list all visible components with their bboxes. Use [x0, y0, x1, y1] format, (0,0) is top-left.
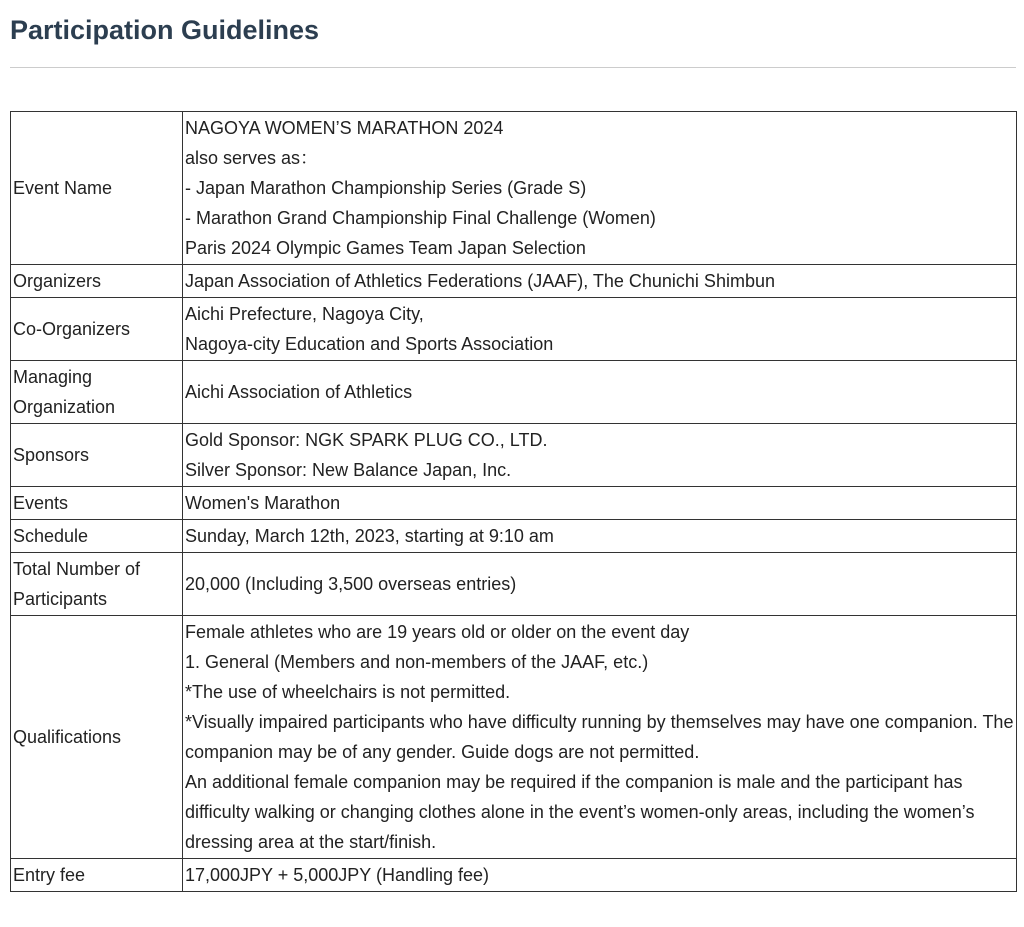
qualification-line: *Visually impaired participants who have difficulty running by themselves may have one companion. The companion may be of any gender. Guide dogs are not permitted.	[185, 712, 1014, 762]
row-value-qualifications	[183, 616, 1017, 859]
table-row-managing-organization	[11, 361, 1017, 424]
table-row-sponsors	[11, 424, 1017, 487]
guidelines-table	[10, 111, 1017, 892]
organizers-line: Japan Association of Athletics Federations (JAAF), The Chunichi Shimbun	[185, 271, 775, 291]
total-participants-line: 20,000 (Including 3,500 overseas entries)	[185, 574, 517, 594]
row-value-total-participants	[183, 553, 1017, 616]
row-label-organizers: Organizers	[11, 265, 183, 298]
row-label-sponsors: Sponsors	[11, 424, 183, 487]
row-value-event-name	[183, 112, 1017, 265]
page-title: Participation Guidelines	[10, 15, 320, 45]
row-value-entry-fee	[183, 859, 1017, 892]
row-label-entry-fee: Entry fee	[11, 859, 183, 892]
qualification-line: Female athletes who are 19 years old or older on the event day	[185, 622, 690, 642]
row-value-organizers	[183, 265, 1017, 298]
table-row-events	[11, 487, 1017, 520]
row-label-managing-organization: Managing Organization	[11, 361, 183, 424]
row-label-schedule: Schedule	[11, 520, 183, 553]
row-label-qualifications: Qualifications	[11, 616, 183, 859]
table-row-co-organizers	[11, 298, 1017, 361]
row-label-events: Events	[11, 487, 183, 520]
qualification-line: An additional female companion may be required if the companion is male and the participant has difficulty walking or changing clothes alone in the event’s women-only areas, including the women’s dressing area at the start/finish.	[185, 772, 975, 852]
row-value-schedule	[183, 520, 1017, 553]
table-row-schedule	[11, 520, 1017, 553]
row-label-co-organizers: Co-Organizers	[11, 298, 183, 361]
table-row-total-participants	[11, 553, 1017, 616]
co-organizers-line: Nagoya-city Education and Sports Association	[185, 334, 554, 354]
qualification-line: 1. General (Members and non-members of the JAAF, etc.)	[185, 652, 649, 672]
table-row-event-name	[11, 112, 1017, 265]
event-name-line: Paris 2024 Olympic Games Team Japan Selection	[185, 238, 586, 258]
row-value-co-organizers	[183, 298, 1017, 361]
row-value-managing-organization	[183, 361, 1017, 424]
events-line: Women's Marathon	[185, 493, 341, 513]
table-row-entry-fee	[11, 859, 1017, 892]
event-name-line: also serves as：	[185, 148, 319, 168]
row-label-event-name: Event Name	[11, 112, 183, 265]
table-row-organizers	[11, 265, 1017, 298]
co-organizers-line: Aichi Prefecture, Nagoya City,	[185, 304, 424, 324]
schedule-line: Sunday, March 12th, 2023, starting at 9:10 am	[185, 526, 554, 546]
qualification-line: *The use of wheelchairs is not permitted.	[185, 682, 511, 702]
event-name-line: - Marathon Grand Championship Final Challenge (Women)	[185, 208, 656, 228]
row-value-sponsors	[183, 424, 1017, 487]
title-divider	[10, 67, 1016, 68]
event-name-line: - Japan Marathon Championship Series (Grade S)	[185, 178, 587, 198]
event-name-line: NAGOYA WOMEN’S MARATHON 2024	[185, 118, 504, 138]
table-row-qualifications	[11, 616, 1017, 859]
managing-organization-line: Aichi Association of Athletics	[185, 382, 413, 402]
sponsor-line: Gold Sponsor: NGK SPARK PLUG CO., LTD.	[185, 430, 548, 450]
row-value-events	[183, 487, 1017, 520]
entry-fee-line: 17,000JPY + 5,000JPY (Handling fee)	[185, 865, 490, 885]
sponsor-line: Silver Sponsor: New Balance Japan, Inc.	[185, 460, 512, 480]
row-label-total-participants: Total Number of Participants	[11, 553, 183, 616]
